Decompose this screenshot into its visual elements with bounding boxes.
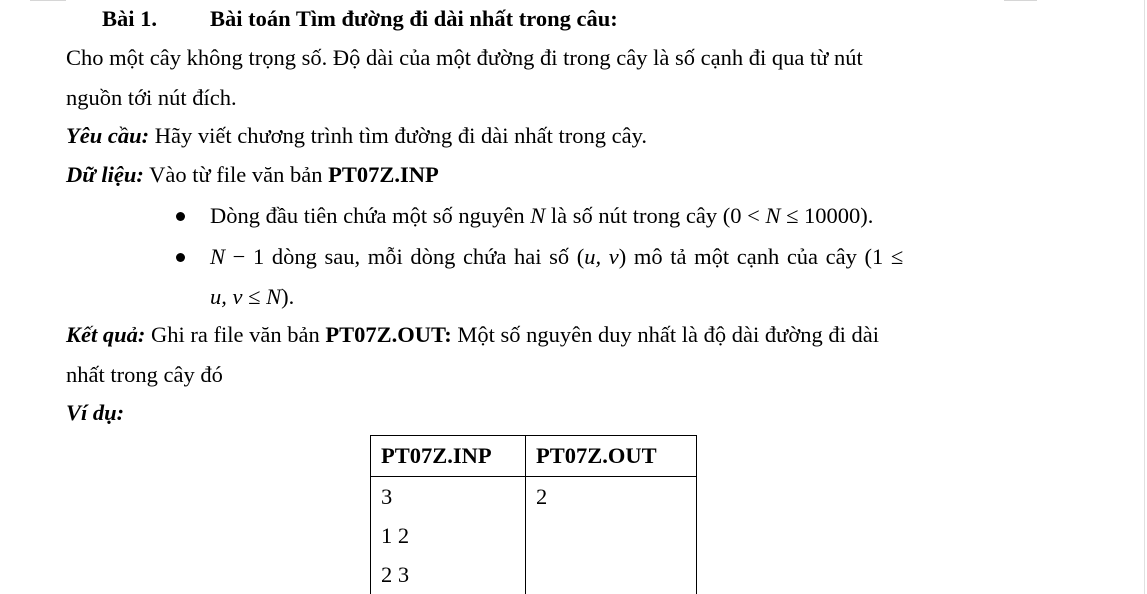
example-table [370, 435, 697, 594]
table-header-input: PT07Z.INP [371, 436, 526, 477]
bullet-item-2 [210, 237, 903, 277]
intro-line-2: nguồn tới nút đích. [66, 85, 237, 110]
bullet-1-text-c: ≤ 10000). [780, 203, 874, 228]
input-line: 3 [381, 484, 393, 509]
bullet-1-text-a: Dòng đầu tiên chứa một số nguyên [210, 203, 531, 228]
table-cell-output [526, 477, 697, 594]
input-line: 1 2 [381, 523, 410, 548]
requirement-text: Hãy viết chương trình tìm đường đi dài nhất trong cây. [149, 123, 648, 148]
intro-line-1: Cho một cây không trọng số. Độ dài của một đường đi trong cây là số cạnh đi qua từ nút [66, 45, 863, 70]
bullet-1-text-b: là số nút trong cây (0 < [545, 203, 766, 228]
bullet-item-1 [210, 196, 873, 236]
problem-number: Bài 1. [102, 6, 158, 31]
table-cell-input [371, 477, 526, 594]
page-corner-mark-left [30, 0, 66, 3]
bullet-2-cont-var-n: N [266, 284, 282, 309]
table-header-row [371, 436, 697, 477]
input-line: 2 3 [381, 562, 410, 587]
input-text: Vào từ file văn bản [143, 162, 329, 187]
bullet-2-text-a: − 1 dòng sau, mỗi dòng chứa hai số ( [225, 244, 585, 269]
output-line-2: nhất trong cây đó [66, 362, 223, 387]
requirement-label: Yêu cầu: [66, 123, 150, 148]
bullet-2-var-n: N [210, 244, 226, 269]
bullet-2-cont-vars: u, v [210, 284, 243, 309]
requirement-paragraph [66, 116, 647, 156]
bullet-1-var-n: N [530, 203, 546, 228]
output-text-2: Một số nguyên duy nhất là độ dài đường đi dài [451, 322, 879, 347]
input-paragraph [66, 155, 439, 195]
example-label: Ví dụ: [66, 400, 125, 425]
problem-title: Bài toán Tìm đường đi dài nhất trong câu: [210, 6, 618, 31]
table-row [371, 477, 697, 594]
input-filename: PT07Z.INP [328, 162, 439, 187]
input-label: Dữ liệu: [66, 162, 144, 187]
bullet-dot [176, 253, 185, 262]
bullet-2-var-uv: u, v [584, 244, 619, 269]
bullet-2-text-b: ) mô tả một cạnh của cây (1 ≤ [618, 244, 904, 269]
page-corner-mark-right [1004, 0, 1037, 3]
bullet-1-var-n2: N [765, 203, 781, 228]
output-line: 2 [536, 484, 548, 509]
table-header-output: PT07Z.OUT [526, 436, 697, 477]
bullet-item-2-continuation [210, 277, 294, 317]
output-paragraph [66, 315, 879, 355]
output-label: Kết quả: [66, 322, 146, 347]
bullet-2-cont-mid: ≤ [242, 284, 267, 309]
output-text-1: Ghi ra file văn bản [145, 322, 326, 347]
bullet-dot [176, 212, 185, 221]
output-filename: PT07Z.OUT: [325, 322, 452, 347]
bullet-2-cont-end: ). [281, 284, 295, 309]
scrollbar-edge [1144, 0, 1145, 594]
